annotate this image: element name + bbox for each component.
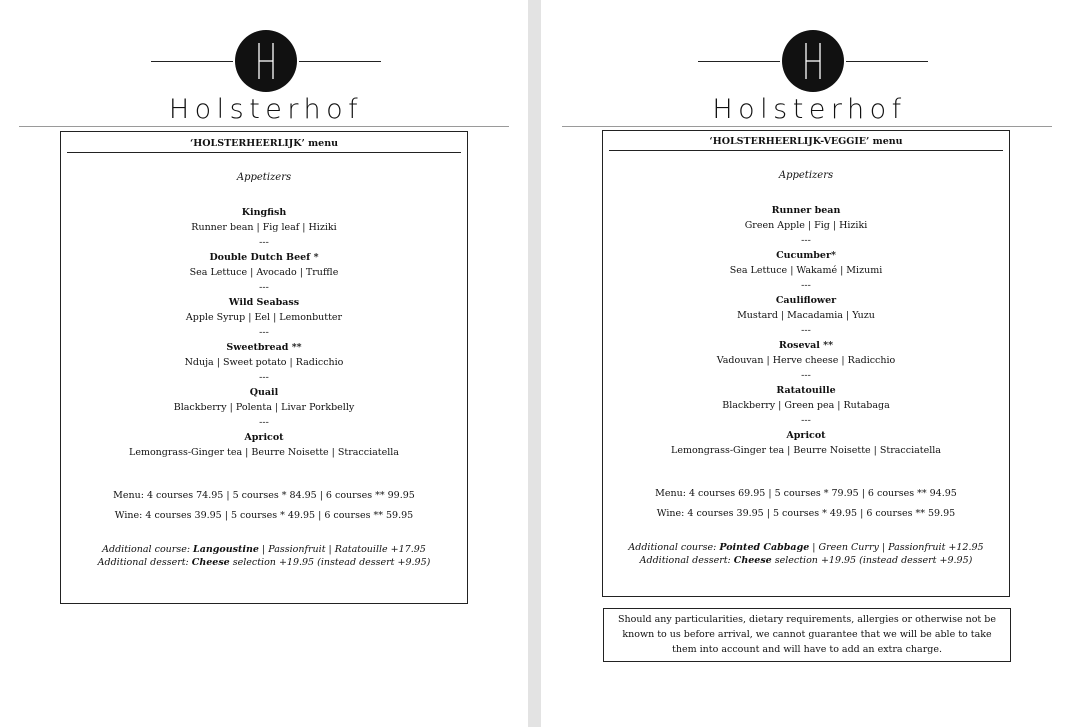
dish-description: Blackberry | Polenta | Livar Porkbelly xyxy=(173,402,355,413)
dish-description: Green Apple | Fig | Hiziki xyxy=(744,220,868,231)
menu-box xyxy=(602,130,1010,597)
dish-separator: --- xyxy=(259,282,269,293)
dish-description: Vadouvan | Herve cheese | Radicchio xyxy=(716,355,896,366)
dish-description: Sea Lettuce | Wakamé | Mizumi xyxy=(729,265,883,276)
document-page-right xyxy=(541,0,1070,727)
dish-description: Lemongrass-Ginger tea | Beurre Noisette | Stracciatella xyxy=(129,447,399,458)
dish-name: Kingfish xyxy=(241,207,287,218)
dish-description: Mustard | Macadamia | Yuzu xyxy=(737,310,875,321)
dish-name: Ratatouille xyxy=(776,385,836,396)
menu-title: ‘HOLSTERHEERLIJK’ menu xyxy=(67,137,461,153)
logo-rule-right xyxy=(299,61,381,62)
logo-rule-left xyxy=(151,61,233,62)
dish-description: Lemongrass-Ginger tea | Beurre Noisette | Stracciatella xyxy=(671,445,941,456)
dish-name: Runner bean xyxy=(771,205,841,216)
price-block xyxy=(603,484,1009,524)
dish-name: Quail xyxy=(249,387,279,398)
dish-list xyxy=(603,203,1009,458)
menu-box xyxy=(60,131,468,604)
menu-price: Menu: 4 courses 74.95 | 5 courses * 84.95 | 6 courses ** 99.95 xyxy=(113,490,415,501)
additional-course-rest: | Passionfruit | Ratatouille +17.95 xyxy=(258,544,426,555)
logo-rule-right xyxy=(846,61,928,62)
dish-name: Apricot xyxy=(786,430,826,441)
dish-separator: --- xyxy=(801,370,811,381)
additional-course-prefix: Additional course: xyxy=(102,544,194,555)
dish-list xyxy=(61,205,467,460)
logo-rule-left xyxy=(698,61,780,62)
dish-separator: --- xyxy=(801,235,811,246)
dish-description: Nduja | Sweet potato | Radicchio xyxy=(184,357,344,368)
dish-separator: --- xyxy=(801,280,811,291)
document-page-left xyxy=(0,0,528,727)
dish-separator: --- xyxy=(259,372,269,383)
dish-separator: --- xyxy=(259,327,269,338)
brand-name: Holsterhof xyxy=(712,94,907,125)
holsterhof-h-logo-icon xyxy=(782,30,844,92)
additional-dessert xyxy=(603,554,1009,567)
dish-description: Blackberry | Green pea | Rutabaga xyxy=(722,400,890,411)
holsterhof-h-logo-icon xyxy=(235,30,297,92)
additional-dessert-highlight: Cheese xyxy=(733,555,772,566)
header-rule xyxy=(19,126,509,127)
additional-course xyxy=(61,543,467,556)
additional-course xyxy=(603,541,1009,554)
dish-name: Sweetbread ** xyxy=(226,342,302,353)
section-heading: Appetizers xyxy=(778,170,834,181)
header-rule xyxy=(562,126,1052,127)
additional-dessert-rest: selection +19.95 (instead dessert +9.95) xyxy=(771,555,973,566)
extras-block xyxy=(61,543,467,569)
additional-dessert-rest: selection +19.95 (instead dessert +9.95) xyxy=(229,557,431,568)
additional-course-highlight: Pointed Cabbage xyxy=(719,542,810,553)
dish-description: Sea Lettuce | Avocado | Truffle xyxy=(189,267,339,278)
dish-name: Cauliflower xyxy=(775,295,837,306)
wine-price: Wine: 4 courses 39.95 | 5 courses * 49.95 | 6 courses ** 59.95 xyxy=(656,508,956,519)
dish-name: Apricot xyxy=(244,432,284,443)
dish-separator: --- xyxy=(801,415,811,426)
dish-description: Apple Syrup | Eel | Lemonbutter xyxy=(185,312,343,323)
dish-description: Runner bean | Fig leaf | Hiziki xyxy=(191,222,337,233)
dish-separator: --- xyxy=(259,237,269,248)
section-heading: Appetizers xyxy=(236,172,292,183)
dietary-notice: Should any particularities, dietary requirements, allergies or otherwise not be known to us before arrival, we cannot guarantee that we will be able to take them into account and will have to add an extra charge. xyxy=(603,608,1011,662)
brand-name: Holsterhof xyxy=(168,94,364,125)
additional-dessert-highlight: Cheese xyxy=(191,557,230,568)
dish-separator: --- xyxy=(801,325,811,336)
dish-name: Double Dutch Beef * xyxy=(209,252,319,263)
dish-name: Cucumber* xyxy=(776,250,836,261)
price-block xyxy=(61,486,467,526)
additional-course-rest: | Green Curry | Passionfruit +12.95 xyxy=(809,542,984,553)
additional-course-highlight: Langoustine xyxy=(193,544,259,555)
dish-separator: --- xyxy=(259,417,269,428)
menu-title: ‘HOLSTERHEERLIJK-VEGGIE’ menu xyxy=(609,135,1003,151)
additional-dessert-prefix: Additional dessert: xyxy=(639,555,734,566)
dish-name: Wild Seabass xyxy=(228,297,300,308)
additional-dessert-prefix: Additional dessert: xyxy=(97,557,192,568)
additional-dessert xyxy=(61,556,467,569)
menu-price: Menu: 4 courses 69.95 | 5 courses * 79.95 | 6 courses ** 94.95 xyxy=(655,488,957,499)
dish-name: Roseval ** xyxy=(778,340,834,351)
additional-course-prefix: Additional course: xyxy=(628,542,720,553)
extras-block xyxy=(603,541,1009,567)
wine-price: Wine: 4 courses 39.95 | 5 courses * 49.95 | 6 courses ** 59.95 xyxy=(114,510,414,521)
